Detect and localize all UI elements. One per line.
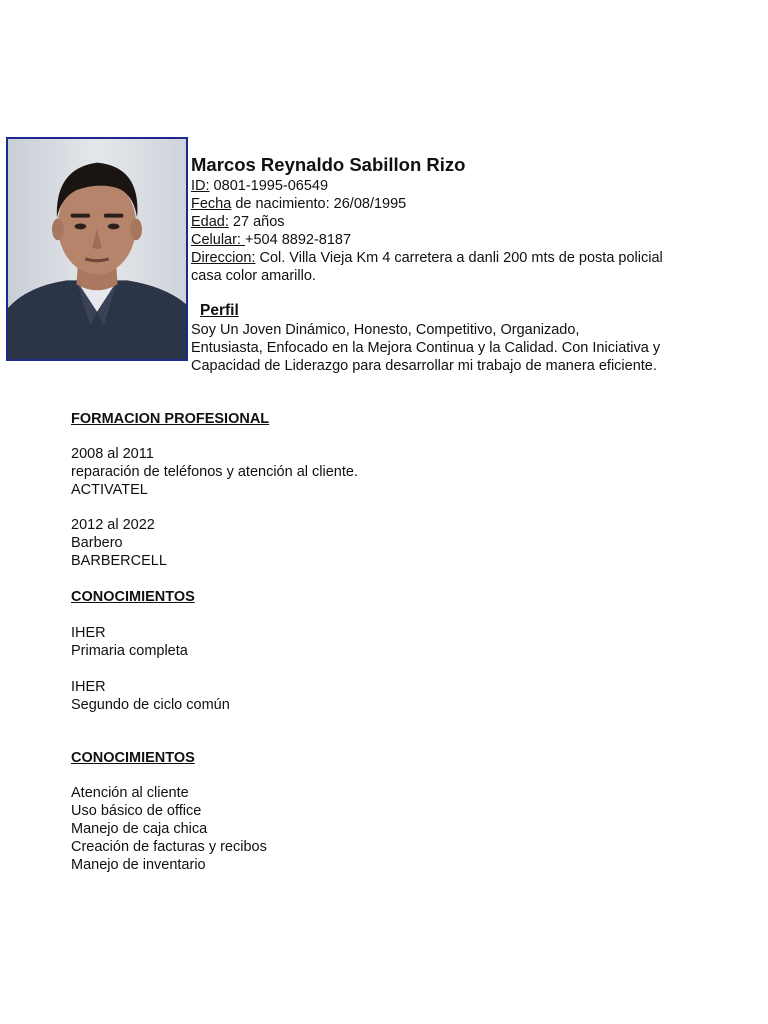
id-value: 0801-1995-06549 [209, 178, 329, 194]
birthdate-row [191, 195, 751, 213]
experience-entry [71, 516, 671, 570]
skill-item: Manejo de caja chica [71, 821, 208, 837]
skill-item: Creación de facturas y recibos [71, 839, 267, 855]
education-level: Segundo de ciclo común [71, 697, 230, 713]
skills-section [71, 749, 671, 767]
profile-photo [6, 137, 188, 361]
skill-item: Manejo de inventario [71, 857, 206, 873]
address-row-2: casa color amarillo. [191, 268, 316, 284]
address-value: Col. Villa Vieja Km 4 carretera a danli 200 mts de posta policial [255, 250, 663, 266]
experience-company: ACTIVATEL [71, 482, 148, 498]
skill-item: Uso básico de office [71, 803, 202, 819]
education-entry [71, 624, 671, 660]
experience-section [71, 410, 671, 428]
birthdate-label: Fecha [191, 196, 232, 212]
experience-role: reparación de teléfonos y atención al cliente. [71, 464, 358, 480]
skill-item: Atención al cliente [71, 785, 189, 801]
personal-info [191, 154, 751, 285]
profile-line: Entusiasta, Enfocado en la Mejora Continua y la Calidad. Con Iniciativa y [191, 340, 661, 356]
phone-value: +504 8892-8187 [245, 232, 352, 248]
address-row [191, 249, 751, 267]
candidate-name: Marcos Reynaldo Sabillon Rizo [191, 154, 466, 175]
phone-row [191, 231, 751, 249]
profile-heading: Perfil [200, 302, 239, 319]
experience-heading: FORMACION PROFESIONAL [71, 411, 270, 427]
education-institution: IHER [71, 625, 106, 641]
skills-heading: CONOCIMIENTOS [71, 750, 195, 766]
skills-list [71, 784, 671, 874]
id-label: ID: [191, 178, 210, 194]
experience-entry [71, 445, 671, 499]
profile-line: Capacidad de Liderazgo para desarrollar mi trabajo de manera eficiente. [191, 358, 657, 374]
experience-company: BARBERCELL [71, 553, 167, 569]
person-photo-icon [8, 139, 186, 359]
education-level: Primaria completa [71, 643, 188, 659]
education-institution: IHER [71, 679, 106, 695]
phone-label: Celular: [191, 232, 245, 248]
id-row [191, 177, 751, 195]
experience-role: Barbero [71, 535, 123, 551]
education-heading: CONOCIMIENTOS [71, 589, 195, 605]
experience-period: 2008 al 2011 [71, 446, 154, 462]
experience-period: 2012 al 2022 [71, 517, 155, 533]
age-label: Edad: [191, 214, 229, 230]
age-row [191, 213, 751, 231]
birthdate-value: de nacimiento: 26/08/1995 [231, 196, 407, 212]
age-value: 27 años [228, 214, 285, 230]
education-entry [71, 678, 671, 714]
profile-text [191, 321, 711, 375]
education-section [71, 588, 671, 606]
address-label: Direccion: [191, 250, 256, 266]
profile-line: Soy Un Joven Dinámico, Honesto, Competitivo, Organizado, [191, 322, 580, 338]
